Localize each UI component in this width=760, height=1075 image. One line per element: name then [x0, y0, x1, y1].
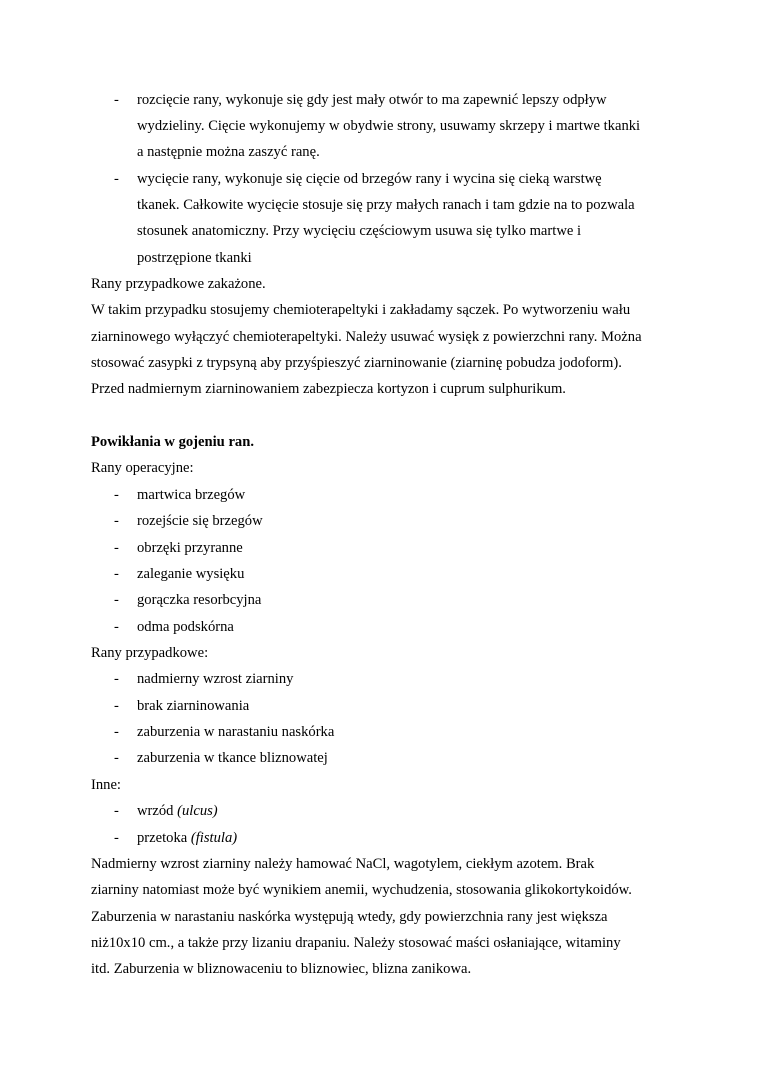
- bullet-line: wycięcie rany, wykonuje się cięcie od brzegów rany i wycina się cieką warstwę: [137, 171, 602, 187]
- bullet-line: tkanek. Całkowite wycięcie stosuje się przy małych ranach i tam gdzie na to pozwala: [137, 197, 635, 213]
- list-item: martwica brzegów: [137, 487, 246, 503]
- list-item-text: przetoka: [137, 830, 191, 846]
- bullet-dash: -: [114, 171, 119, 187]
- list-item: brak ziarninowania: [137, 698, 250, 714]
- paragraph-line: ziarniny natomiast może być wynikiem anemii, wychudzenia, stosowania glikokortykoidów.: [91, 882, 632, 898]
- list-item: zaleganie wysięku: [137, 566, 245, 582]
- list-item: zaburzenia w narastaniu naskórka: [137, 724, 335, 740]
- bullet-dash: -: [114, 566, 119, 582]
- bullet-line: a następnie można zaszyć ranę.: [137, 144, 320, 160]
- bullet-dash: -: [114, 724, 119, 740]
- bullet-dash: -: [114, 698, 119, 714]
- bullet-line: stosunek anatomiczny. Przy wycięciu częściowym usuwa się tylko martwe i: [137, 223, 582, 239]
- list-item: obrzęki przyranne: [137, 540, 243, 556]
- paragraph-line: Zaburzenia w narastaniu naskórka występują wtedy, gdy powierzchnia rany jest większa: [91, 909, 608, 925]
- latin-term: (ulcus): [177, 803, 218, 819]
- section-label-infected: Rany przypadkowe zakażone.: [91, 276, 266, 292]
- bullet-dash: -: [114, 513, 119, 529]
- paragraph-line: ziarninowego wyłączyć chemioterapeltyki. Należy usuwać wysięk z powierzchni rany. Można: [91, 329, 642, 345]
- list-item: gorączka resorbcyjna: [137, 592, 262, 608]
- bullet-dash: -: [114, 750, 119, 766]
- bullet-dash: -: [114, 803, 119, 819]
- bullet-dash: -: [114, 92, 119, 108]
- bullet-line: postrzępione tkanki: [137, 250, 252, 266]
- bullet-dash: -: [114, 830, 119, 846]
- paragraph-line: Przed nadmiernym ziarninowaniem zabezpiecza kortyzon i cuprum sulphurikum.: [91, 381, 566, 397]
- bullet-line: wydzieliny. Cięcie wykonujemy w obydwie strony, usuwamy skrzepy i martwe tkanki: [137, 118, 641, 134]
- paragraph-line: niż10x10 cm., a także przy lizaniu drapaniu. Należy stosować maści osłaniające, witaminy: [91, 935, 621, 951]
- list-label-other: Inne:: [91, 777, 121, 793]
- bullet-line: rozcięcie rany, wykonuje się gdy jest mały otwór to ma zapewnić lepszy odpływ: [137, 92, 607, 108]
- paragraph-line: stosować zasypki z trypsyną aby przyśpieszyć ziarninowanie (ziarninę pobudza jodoform).: [91, 355, 622, 371]
- list-label-operative: Rany operacyjne:: [91, 460, 194, 476]
- latin-term: (fistula): [190, 830, 238, 846]
- list-item: [137, 801, 218, 821]
- list-item: nadmierny wzrost ziarniny: [137, 671, 294, 687]
- paragraph-line: itd. Zaburzenia w bliznowaceniu to bliznowiec, blizna zanikowa.: [91, 961, 472, 977]
- list-item-text: wrzód: [137, 803, 178, 819]
- bullet-dash: -: [114, 592, 119, 608]
- bullet-dash: -: [114, 487, 119, 503]
- paragraph-line: Nadmierny wzrost ziarniny należy hamować NaCl, wagotylem, ciekłym azotem. Brak: [91, 856, 595, 872]
- bullet-dash: -: [114, 540, 119, 556]
- list-item: zaburzenia w tkance bliznowatej: [137, 750, 328, 766]
- list-item: odma podskórna: [137, 619, 234, 635]
- paragraph-line: W takim przypadku stosujemy chemioterapeltyki i zakładamy sączek. Po wytworzeniu wału: [91, 302, 631, 318]
- bullet-dash: -: [114, 671, 119, 687]
- list-label-accidental: Rany przypadkowe:: [91, 645, 209, 661]
- bullet-dash: -: [114, 619, 119, 635]
- list-item: rozejście się brzegów: [137, 513, 263, 529]
- list-item: [137, 828, 237, 848]
- section-heading: Powikłania w gojeniu ran.: [91, 434, 254, 450]
